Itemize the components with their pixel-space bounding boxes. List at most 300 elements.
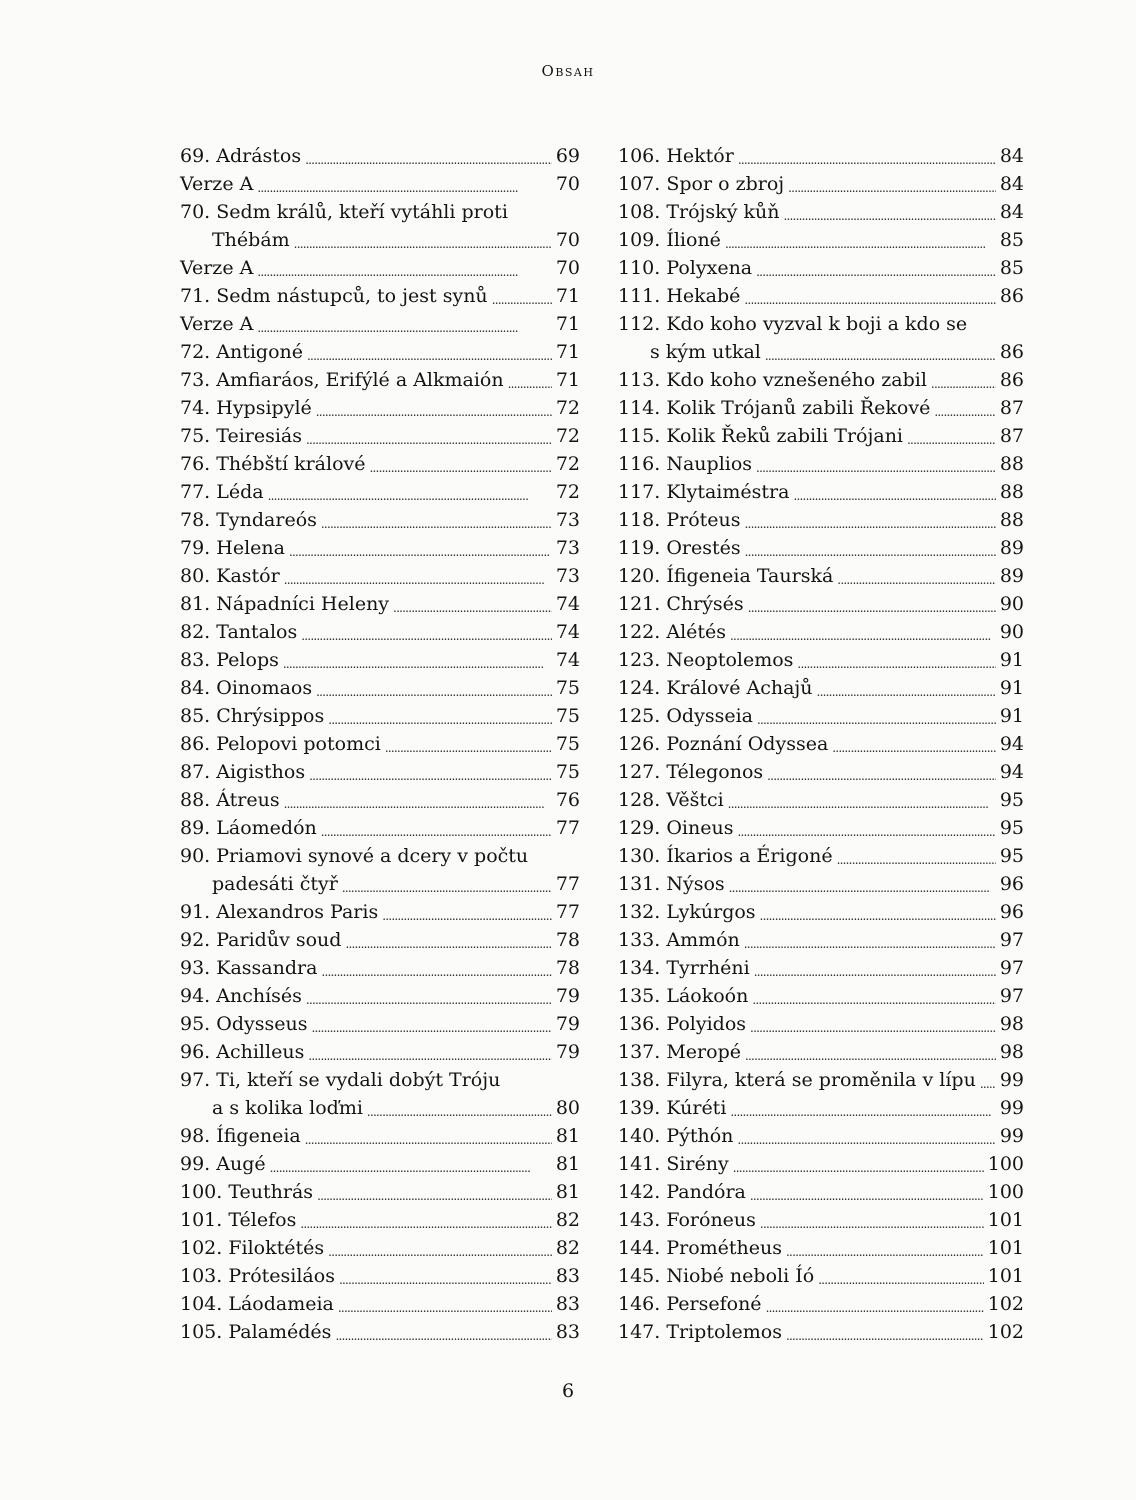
toc-entry-title: 141. Sirény xyxy=(618,1153,729,1175)
toc-entry xyxy=(618,978,1024,1006)
toc-entry-title: 101. Télefos xyxy=(180,1209,297,1231)
toc-entry xyxy=(618,1258,1024,1286)
toc-entry xyxy=(180,558,580,586)
toc-entry-page: 71 xyxy=(555,369,580,391)
dot-leader xyxy=(257,260,551,278)
dot-leader xyxy=(284,792,552,810)
toc-entry-title: 122. Alétés xyxy=(618,621,727,643)
dot-leader xyxy=(756,260,996,278)
toc-entry-page: 72 xyxy=(555,453,580,475)
toc-entry xyxy=(180,1286,580,1314)
toc-entry-page: 82 xyxy=(555,1209,580,1231)
toc-entry xyxy=(618,922,1024,950)
toc-entry-title: 128. Věštci xyxy=(618,789,724,811)
toc-entry xyxy=(618,334,1024,362)
toc-entry-page: 87 xyxy=(999,397,1024,419)
dot-leader xyxy=(837,848,996,866)
toc-entry-page: 101 xyxy=(987,1209,1024,1231)
toc-entry-title: Verze A xyxy=(180,257,254,279)
dot-leader xyxy=(492,288,552,306)
toc-entry xyxy=(618,250,1024,278)
toc-entry-title: 108. Trójský kůň xyxy=(618,201,780,223)
toc-entry-page: 80 xyxy=(555,1097,580,1119)
toc-entry-page: 97 xyxy=(999,929,1024,951)
toc-entry-page: 98 xyxy=(999,1041,1024,1063)
toc-entry-title: 124. Králové Achajů xyxy=(618,677,813,699)
toc-entry-page: 94 xyxy=(999,761,1024,783)
toc-entry-title: 71. Sedm nástupců, to jest synů xyxy=(180,285,488,307)
toc-entry-title: 118. Próteus xyxy=(618,509,741,531)
page-number: 6 xyxy=(561,1380,575,1402)
dot-leader xyxy=(257,316,551,334)
toc-entry-page: 91 xyxy=(999,649,1024,671)
toc-entry xyxy=(180,138,580,166)
toc-entry-title: 79. Helena xyxy=(180,537,285,559)
toc-entry xyxy=(618,838,1024,866)
toc-entry-page: 70 xyxy=(555,257,580,279)
toc-entry-title: 75. Teiresiás xyxy=(180,425,303,447)
dot-leader xyxy=(766,1296,984,1314)
toc-entry-title: 109. Ílioné xyxy=(618,229,721,251)
dot-leader xyxy=(725,232,996,250)
dot-leader xyxy=(328,1240,552,1258)
toc-entry-title: 126. Poznání Odyssea xyxy=(618,733,829,755)
toc-entry xyxy=(618,894,1024,922)
dot-leader xyxy=(744,932,996,950)
toc-entry xyxy=(618,866,1024,894)
toc-entry xyxy=(618,1062,1024,1090)
toc-entry-title: 69. Adrástos xyxy=(180,145,302,167)
toc-entry-title: 136. Polyidos xyxy=(618,1013,747,1035)
dot-leader xyxy=(328,708,552,726)
toc-entry-page: 74 xyxy=(555,649,580,671)
toc-entry-page: 86 xyxy=(999,341,1024,363)
toc-entry-page: 88 xyxy=(999,453,1024,475)
dot-leader xyxy=(283,652,552,670)
toc-entry-page: 69 xyxy=(555,145,580,167)
toc-entry-title: 91. Alexandros Paris xyxy=(180,901,379,923)
toc-entry-title: 143. Forόneus xyxy=(618,1209,756,1231)
dot-leader xyxy=(316,680,552,698)
toc-entry-title: 92. Paridův soud xyxy=(180,929,342,951)
toc-entry-title-continued: s kým utkal xyxy=(650,341,761,363)
toc-entry xyxy=(180,1034,580,1062)
toc-entry-page: 85 xyxy=(999,257,1024,279)
toc-entry xyxy=(618,754,1024,782)
toc-entry-title: 117. Klytaiméstra xyxy=(618,481,790,503)
toc-entry-page: 84 xyxy=(999,173,1024,195)
toc-entry xyxy=(180,922,580,950)
dot-leader xyxy=(270,1156,552,1174)
toc-entry-title: 114. Kolik Trójanů zabili Řekové xyxy=(618,397,931,419)
dot-leader xyxy=(748,596,996,614)
dot-leader xyxy=(733,1156,984,1174)
dot-leader xyxy=(311,1016,551,1034)
toc-entry-page: 89 xyxy=(999,537,1024,559)
toc-entry-title: 81. Nápadníci Heleny xyxy=(180,593,390,615)
dot-leader xyxy=(308,1044,551,1062)
toc-entry-title: 132. Lykúrgos xyxy=(618,901,756,923)
toc-entry xyxy=(180,698,580,726)
running-header: Obsah xyxy=(541,62,595,80)
dot-leader xyxy=(294,232,552,250)
dot-leader xyxy=(934,400,995,418)
toc-entry-page: 100 xyxy=(987,1181,1024,1203)
dot-leader xyxy=(321,960,551,978)
dot-leader xyxy=(752,988,995,1006)
toc-entry xyxy=(180,1202,580,1230)
toc-entry-page: 88 xyxy=(999,481,1024,503)
toc-entry-page: 83 xyxy=(555,1321,580,1343)
dot-leader xyxy=(284,568,552,586)
toc-entry-title: 76. Thébští králové xyxy=(180,453,366,475)
toc-entry-page: 79 xyxy=(555,1013,580,1035)
toc-entry-page: 96 xyxy=(999,901,1024,923)
dot-leader xyxy=(345,932,551,950)
dot-leader xyxy=(744,288,995,306)
toc-entry xyxy=(180,250,580,278)
dot-leader xyxy=(306,988,552,1006)
toc-entry-page: 87 xyxy=(999,425,1024,447)
dot-leader xyxy=(730,624,996,642)
dot-leader xyxy=(737,820,995,838)
toc-entry xyxy=(618,138,1024,166)
toc-entry xyxy=(180,1314,580,1342)
toc-entry xyxy=(180,642,580,670)
toc-entry-title-line xyxy=(180,194,580,222)
toc-entry-title-continued: padesáti čtyř xyxy=(212,873,338,895)
toc-entry-page: 79 xyxy=(555,1041,580,1063)
toc-entry-title: 89. Láomedón xyxy=(180,817,317,839)
dot-leader xyxy=(309,764,552,782)
toc-entry xyxy=(180,362,580,390)
toc-entry-title: 140. Pýthón xyxy=(618,1125,734,1147)
toc-entry-title: 121. Chrýsés xyxy=(618,593,744,615)
toc-entry-title-line xyxy=(180,1062,580,1090)
toc-entry-page: 95 xyxy=(999,817,1024,839)
toc-entry xyxy=(180,278,580,306)
dot-leader xyxy=(321,820,552,838)
toc-entry-title: 145. Niobé neboli Íó xyxy=(618,1265,815,1287)
toc-entry xyxy=(618,558,1024,586)
toc-entry-title: 103. Prótesiláos xyxy=(180,1265,335,1287)
toc-entry xyxy=(180,586,580,614)
toc-entry-title: 87. Aigisthos xyxy=(180,761,306,783)
toc-entry-title-continued: a s kolika loďmi xyxy=(212,1097,363,1119)
toc-entry xyxy=(618,530,1024,558)
toc-entry xyxy=(180,670,580,698)
dot-leader xyxy=(317,1184,552,1202)
toc-entry xyxy=(618,614,1024,642)
toc-entry xyxy=(180,222,580,250)
dot-leader xyxy=(837,568,996,586)
toc-entry-title: 83. Pelops xyxy=(180,649,279,671)
toc-entry xyxy=(180,1258,580,1286)
toc-entry-title: 129. Oineus xyxy=(618,817,734,839)
toc-entry xyxy=(618,418,1024,446)
dot-leader xyxy=(754,960,996,978)
toc-entry xyxy=(618,390,1024,418)
dot-leader xyxy=(767,764,996,782)
toc-entry-title: 98. Ífigeneia xyxy=(180,1125,301,1147)
dot-leader xyxy=(745,512,996,530)
toc-entry-page: 99 xyxy=(999,1125,1024,1147)
toc-entry-title: 85. Chrýsippos xyxy=(180,705,325,727)
dot-leader xyxy=(750,1184,984,1202)
toc-entry xyxy=(180,614,580,642)
toc-entry xyxy=(618,502,1024,530)
toc-entry-page: 97 xyxy=(999,985,1024,1007)
dot-leader xyxy=(818,1268,984,1286)
toc-entry xyxy=(180,810,580,838)
toc-entry-title: 82. Tantalos xyxy=(180,621,298,643)
toc-entry-page: 102 xyxy=(987,1321,1024,1343)
toc-entry xyxy=(618,1146,1024,1174)
toc-entry-title: 96. Achilleus xyxy=(180,1041,305,1063)
toc-entry-page: 70 xyxy=(555,173,580,195)
toc-entry-title: 70. Sedm králů, kteří vytáhli proti xyxy=(180,201,508,223)
toc-entry-page: 72 xyxy=(555,425,580,447)
dot-leader xyxy=(728,792,996,810)
toc-entry xyxy=(618,782,1024,810)
toc-entry-title: 74. Hypsipylé xyxy=(180,397,312,419)
dot-leader xyxy=(980,1072,996,1090)
toc-entry-title: 142. Pandóra xyxy=(618,1181,746,1203)
toc-entry-page: 77 xyxy=(555,817,580,839)
toc-entry xyxy=(618,1202,1024,1230)
toc-entry-page: 98 xyxy=(999,1013,1024,1035)
toc-entry-title: 72. Antigoné xyxy=(180,341,304,363)
toc-entry xyxy=(180,950,580,978)
dot-leader xyxy=(931,372,996,390)
dot-leader xyxy=(307,344,552,362)
toc-entry-page: 81 xyxy=(555,1181,580,1203)
dot-leader xyxy=(760,1212,984,1230)
toc-entry-title: 107. Spor o zbroj xyxy=(618,173,785,195)
toc-entry-page: 73 xyxy=(555,509,580,531)
toc-entry-title: 146. Persefoné xyxy=(618,1293,762,1315)
toc-entry-page: 101 xyxy=(987,1265,1024,1287)
toc-entry xyxy=(180,1146,580,1174)
dot-leader xyxy=(268,484,552,502)
dot-leader xyxy=(786,1240,984,1258)
toc-entry-page: 101 xyxy=(987,1237,1024,1259)
dot-leader xyxy=(765,344,996,362)
toc-entry-page: 90 xyxy=(999,621,1024,643)
dot-leader xyxy=(257,176,551,194)
toc-entry xyxy=(180,782,580,810)
toc-entry xyxy=(618,1314,1024,1342)
toc-entry xyxy=(618,446,1024,474)
toc-entry-title: 86. Pelopovi potomci xyxy=(180,733,381,755)
toc-entry xyxy=(618,670,1024,698)
toc-entry-page: 102 xyxy=(987,1293,1024,1315)
toc-entry xyxy=(180,894,580,922)
toc-entry-title: 111. Hekabé xyxy=(618,285,741,307)
toc-entry xyxy=(618,726,1024,754)
toc-entry-page: 88 xyxy=(999,509,1024,531)
toc-entry xyxy=(618,642,1024,670)
toc-entry xyxy=(180,530,580,558)
dot-leader xyxy=(367,1100,552,1118)
dot-leader xyxy=(757,708,996,726)
toc-entry xyxy=(180,1006,580,1034)
toc-entry-page: 74 xyxy=(555,621,580,643)
toc-entry-title-line xyxy=(618,306,1024,334)
toc-entry xyxy=(618,1034,1024,1062)
toc-entry xyxy=(180,418,580,446)
dot-leader xyxy=(301,624,552,642)
toc-entry-page: 100 xyxy=(987,1153,1024,1175)
toc-entry-page: 70 xyxy=(555,229,580,251)
toc-entry-title: 134. Tyrrhéni xyxy=(618,957,750,979)
dot-leader xyxy=(738,148,996,166)
toc-right-column xyxy=(618,138,1024,1342)
toc-entry-title: 84. Oinomaos xyxy=(180,677,313,699)
dot-leader xyxy=(817,680,996,698)
toc-entry xyxy=(618,362,1024,390)
toc-entry xyxy=(618,1090,1024,1118)
toc-entry-title: Verze A xyxy=(180,313,254,335)
dot-leader xyxy=(316,400,552,418)
toc-entry xyxy=(180,866,580,894)
dot-leader xyxy=(729,876,996,894)
dot-leader xyxy=(335,1324,551,1342)
toc-entry-page: 84 xyxy=(999,145,1024,167)
toc-entry xyxy=(618,1118,1024,1146)
toc-entry xyxy=(618,474,1024,502)
toc-entry-page: 79 xyxy=(555,985,580,1007)
toc-entry-title: 115. Kolik Řeků zabili Trójani xyxy=(618,425,904,447)
toc-entry-title: 99. Augé xyxy=(180,1153,266,1175)
toc-entry-title: 106. Hektór xyxy=(618,145,734,167)
toc-entry-title: 102. Filoktétés xyxy=(180,1237,325,1259)
dot-leader xyxy=(760,904,996,922)
toc-entry-page: 75 xyxy=(555,761,580,783)
toc-entry-page: 75 xyxy=(555,705,580,727)
toc-entry-title: 77. Léda xyxy=(180,481,264,503)
toc-entry-title: 112. Kdo koho vyzval k boji a kdo se xyxy=(618,313,968,335)
toc-entry xyxy=(618,1174,1024,1202)
toc-entry-title: 133. Ammón xyxy=(618,929,740,951)
toc-entry-title: 100. Teuthrás xyxy=(180,1181,314,1203)
dot-leader xyxy=(832,736,996,754)
toc-entry xyxy=(180,306,580,334)
toc-entry-page: 78 xyxy=(555,957,580,979)
dot-leader xyxy=(737,1128,995,1146)
toc-entry-page: 78 xyxy=(555,929,580,951)
toc-entry-title: 144. Prométheus xyxy=(618,1237,783,1259)
toc-entry xyxy=(618,1006,1024,1034)
toc-entry xyxy=(180,474,580,502)
dot-leader xyxy=(907,428,996,446)
toc-entry-page: 77 xyxy=(555,901,580,923)
toc-entry xyxy=(180,754,580,782)
toc-entry-title: 135. Láokoón xyxy=(618,985,749,1007)
dot-leader xyxy=(305,148,552,166)
toc-entry-title: 127. Télegonos xyxy=(618,761,764,783)
dot-leader xyxy=(338,1296,552,1314)
dot-leader xyxy=(289,540,552,558)
toc-entry-page: 74 xyxy=(555,593,580,615)
toc-entry-title: 80. Kastór xyxy=(180,565,280,587)
toc-entry-title: 131. Nýsos xyxy=(618,873,725,895)
toc-entry xyxy=(180,978,580,1006)
toc-entry xyxy=(180,1118,580,1146)
toc-entry-page: 71 xyxy=(555,285,580,307)
dot-leader xyxy=(756,456,996,474)
toc-entry-title: 88. Átreus xyxy=(180,789,280,811)
toc-entry-title: 147. Triptolemos xyxy=(618,1321,782,1343)
toc-entry-page: 99 xyxy=(999,1069,1024,1091)
dot-leader xyxy=(306,428,552,446)
dot-leader xyxy=(730,1100,995,1118)
toc-entry xyxy=(180,166,580,194)
toc-entry-page: 76 xyxy=(555,789,580,811)
toc-entry-title: 97. Ti, kteří se vydali dobýt Tróju xyxy=(180,1069,501,1091)
toc-entry-title: 119. Orestés xyxy=(618,537,741,559)
toc-entry-title: 138. Filyra, která se proměnila v lípu xyxy=(618,1069,976,1091)
dot-leader xyxy=(745,540,996,558)
toc-entry-page: 82 xyxy=(555,1237,580,1259)
toc-entry xyxy=(618,166,1024,194)
dot-leader xyxy=(393,596,552,614)
toc-entry-page: 73 xyxy=(555,565,580,587)
toc-entry-title: 139. Kúréti xyxy=(618,1097,727,1119)
toc-entry xyxy=(618,810,1024,838)
dot-leader xyxy=(339,1268,552,1286)
dot-leader xyxy=(342,876,552,894)
toc-entry-title: 130. Íkarios a Érigoné xyxy=(618,845,833,867)
toc-entry-page: 89 xyxy=(999,565,1024,587)
toc-entry-page: 71 xyxy=(555,313,580,335)
toc-entry xyxy=(618,222,1024,250)
toc-entry-page: 81 xyxy=(555,1125,580,1147)
toc-entry-title: 105. Palamédés xyxy=(180,1321,332,1343)
toc-left-column xyxy=(180,138,580,1342)
toc-entry-title: 94. Anchísés xyxy=(180,985,302,1007)
toc-entry-page: 94 xyxy=(999,733,1024,755)
toc-entry-page: 91 xyxy=(999,677,1024,699)
toc-entry-page: 72 xyxy=(555,481,580,503)
toc-entry xyxy=(618,194,1024,222)
toc-entry-page: 84 xyxy=(999,201,1024,223)
toc-entry xyxy=(180,1174,580,1202)
toc-entry-page: 75 xyxy=(555,733,580,755)
toc-entry xyxy=(618,1286,1024,1314)
toc-entry-title: 93. Kassandra xyxy=(180,957,318,979)
toc-entry-page: 99 xyxy=(999,1097,1024,1119)
toc-entry xyxy=(180,1230,580,1258)
toc-entry-title: 73. Amfiaráos, Erifýlé a Alkmaión xyxy=(180,369,504,391)
toc-entry xyxy=(618,698,1024,726)
toc-entry-page: 96 xyxy=(999,873,1024,895)
dot-leader xyxy=(385,736,552,754)
toc-entry-page: 97 xyxy=(999,957,1024,979)
toc-entry-title: 110. Polyxena xyxy=(618,257,753,279)
toc-entry-page: 81 xyxy=(555,1153,580,1175)
dot-leader xyxy=(797,652,995,670)
toc-entry-title: 78. Tyndareós xyxy=(180,509,317,531)
toc-entry-title: 116. Nauplios xyxy=(618,453,753,475)
toc-entry xyxy=(618,950,1024,978)
toc-entry-title: 137. Meropé xyxy=(618,1041,741,1063)
toc-entry xyxy=(180,726,580,754)
toc-entry-title: Verze A xyxy=(180,173,254,195)
toc-entry-page: 72 xyxy=(555,397,580,419)
toc-entry-page: 91 xyxy=(999,705,1024,727)
toc-entry-page: 75 xyxy=(555,677,580,699)
